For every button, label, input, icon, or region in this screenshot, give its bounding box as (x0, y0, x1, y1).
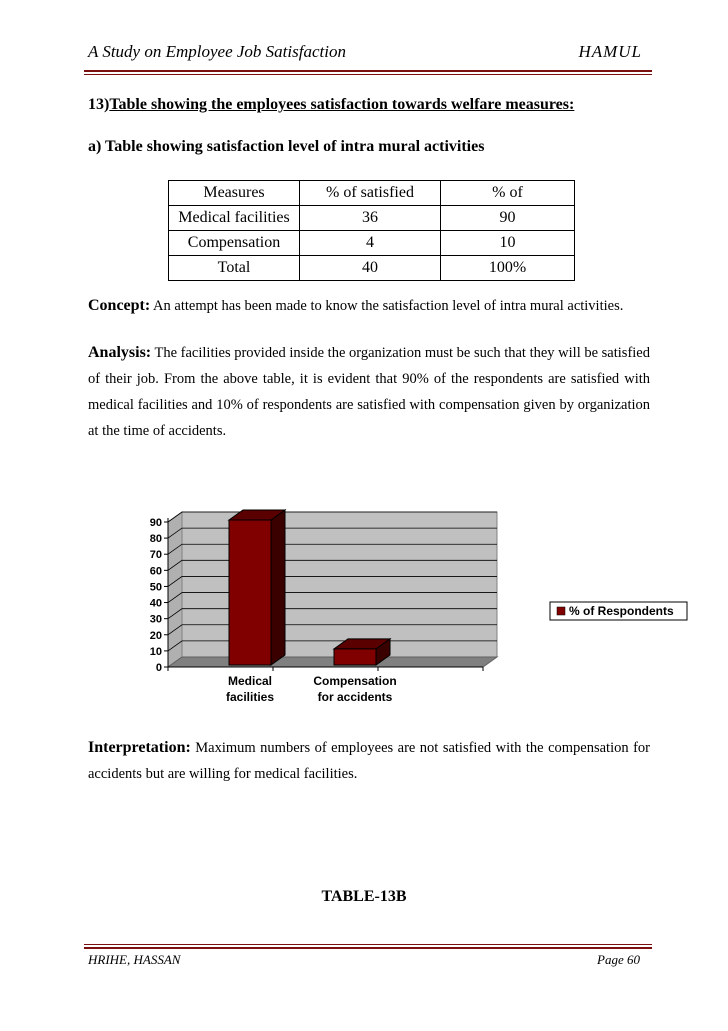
x-tick-label: for accidents (317, 690, 393, 704)
table-cell: Medical facilities (169, 206, 300, 231)
footer-institution: HRIHE, HASSAN (88, 952, 181, 967)
concept-paragraph (88, 293, 650, 319)
interpretation-label: Interpretation: (88, 739, 191, 756)
table-cell: 100% (441, 256, 575, 281)
analysis-text: The facilities provided inside the organization must be such that they will be satisfied of their job. From the above table, it is evident that 90% of the respondents are satisfied with medical facilities and 10% of respondents are satisfied with compensation given by organization at the time of accidents. (88, 345, 650, 439)
y-tick-label: 80 (149, 533, 162, 546)
satisfaction-table (168, 180, 575, 281)
y-tick-label: 90 (149, 517, 162, 529)
y-tick-label: 20 (149, 629, 162, 642)
page-number: Page 60 (597, 952, 640, 967)
section-heading (88, 96, 574, 114)
table-caption: TABLE-13B (321, 888, 407, 905)
bar (334, 649, 376, 665)
analysis-label: Analysis: (88, 344, 152, 361)
table-cell: 10 (441, 231, 575, 256)
bar-side (271, 510, 285, 665)
y-tick-label: 10 (149, 645, 162, 658)
subsection-heading: a) Table showing satisfaction level of intra mural activities (88, 138, 485, 155)
page-footer (88, 952, 644, 968)
footer-rule (84, 944, 652, 949)
interpretation-paragraph (88, 735, 650, 787)
y-tick-label: 60 (149, 565, 162, 578)
table-row (169, 206, 575, 231)
table-header-row (169, 181, 575, 206)
x-tick-label: Medical (227, 674, 273, 688)
y-tick-label: 0 (155, 662, 162, 674)
header-rule (84, 70, 652, 75)
section-number: 13) (88, 96, 110, 113)
header-author: HAMUL (578, 42, 642, 61)
bar (229, 520, 271, 665)
table-header-cell: % of satisfied (300, 181, 441, 206)
concept-text: An attempt has been made to know the satisfaction level of intra mural activities. (153, 298, 624, 314)
x-tick-label: Compensation (313, 674, 397, 688)
interpretation-text: Maximum numbers of employees are not satisfied with the compensation for accidents but are willing for medical facilities. (88, 740, 650, 782)
table-header-cell: % of (441, 181, 575, 206)
concept-label: Concept: (88, 297, 151, 314)
table-row (169, 231, 575, 256)
table-cell: 40 (300, 256, 441, 281)
table-header-cell: Measures (169, 181, 300, 206)
bar-chart (110, 500, 710, 715)
x-tick-label: facilities (225, 690, 275, 704)
y-tick-label: 40 (149, 597, 162, 610)
y-tick-label: 50 (149, 581, 162, 594)
page-header (88, 42, 650, 66)
plot-side-wall (168, 512, 182, 667)
analysis-paragraph (88, 340, 650, 444)
table-cell: 36 (300, 206, 441, 231)
y-tick-label: 70 (149, 549, 162, 562)
y-tick-label: 30 (149, 613, 162, 626)
legend-label: % of Respondents (569, 604, 674, 618)
table-cell: 90 (441, 206, 575, 231)
legend-swatch (557, 607, 565, 615)
table-row (169, 256, 575, 281)
section-title: Table showing the employees satisfaction towards welfare measures: (109, 96, 575, 113)
plot-floor (168, 657, 497, 667)
table-cell: Total (169, 256, 300, 281)
table-cell: Compensation (169, 231, 300, 256)
header-title: A Study on Employee Job Satisfaction (88, 42, 346, 61)
table-cell: 4 (300, 231, 441, 256)
